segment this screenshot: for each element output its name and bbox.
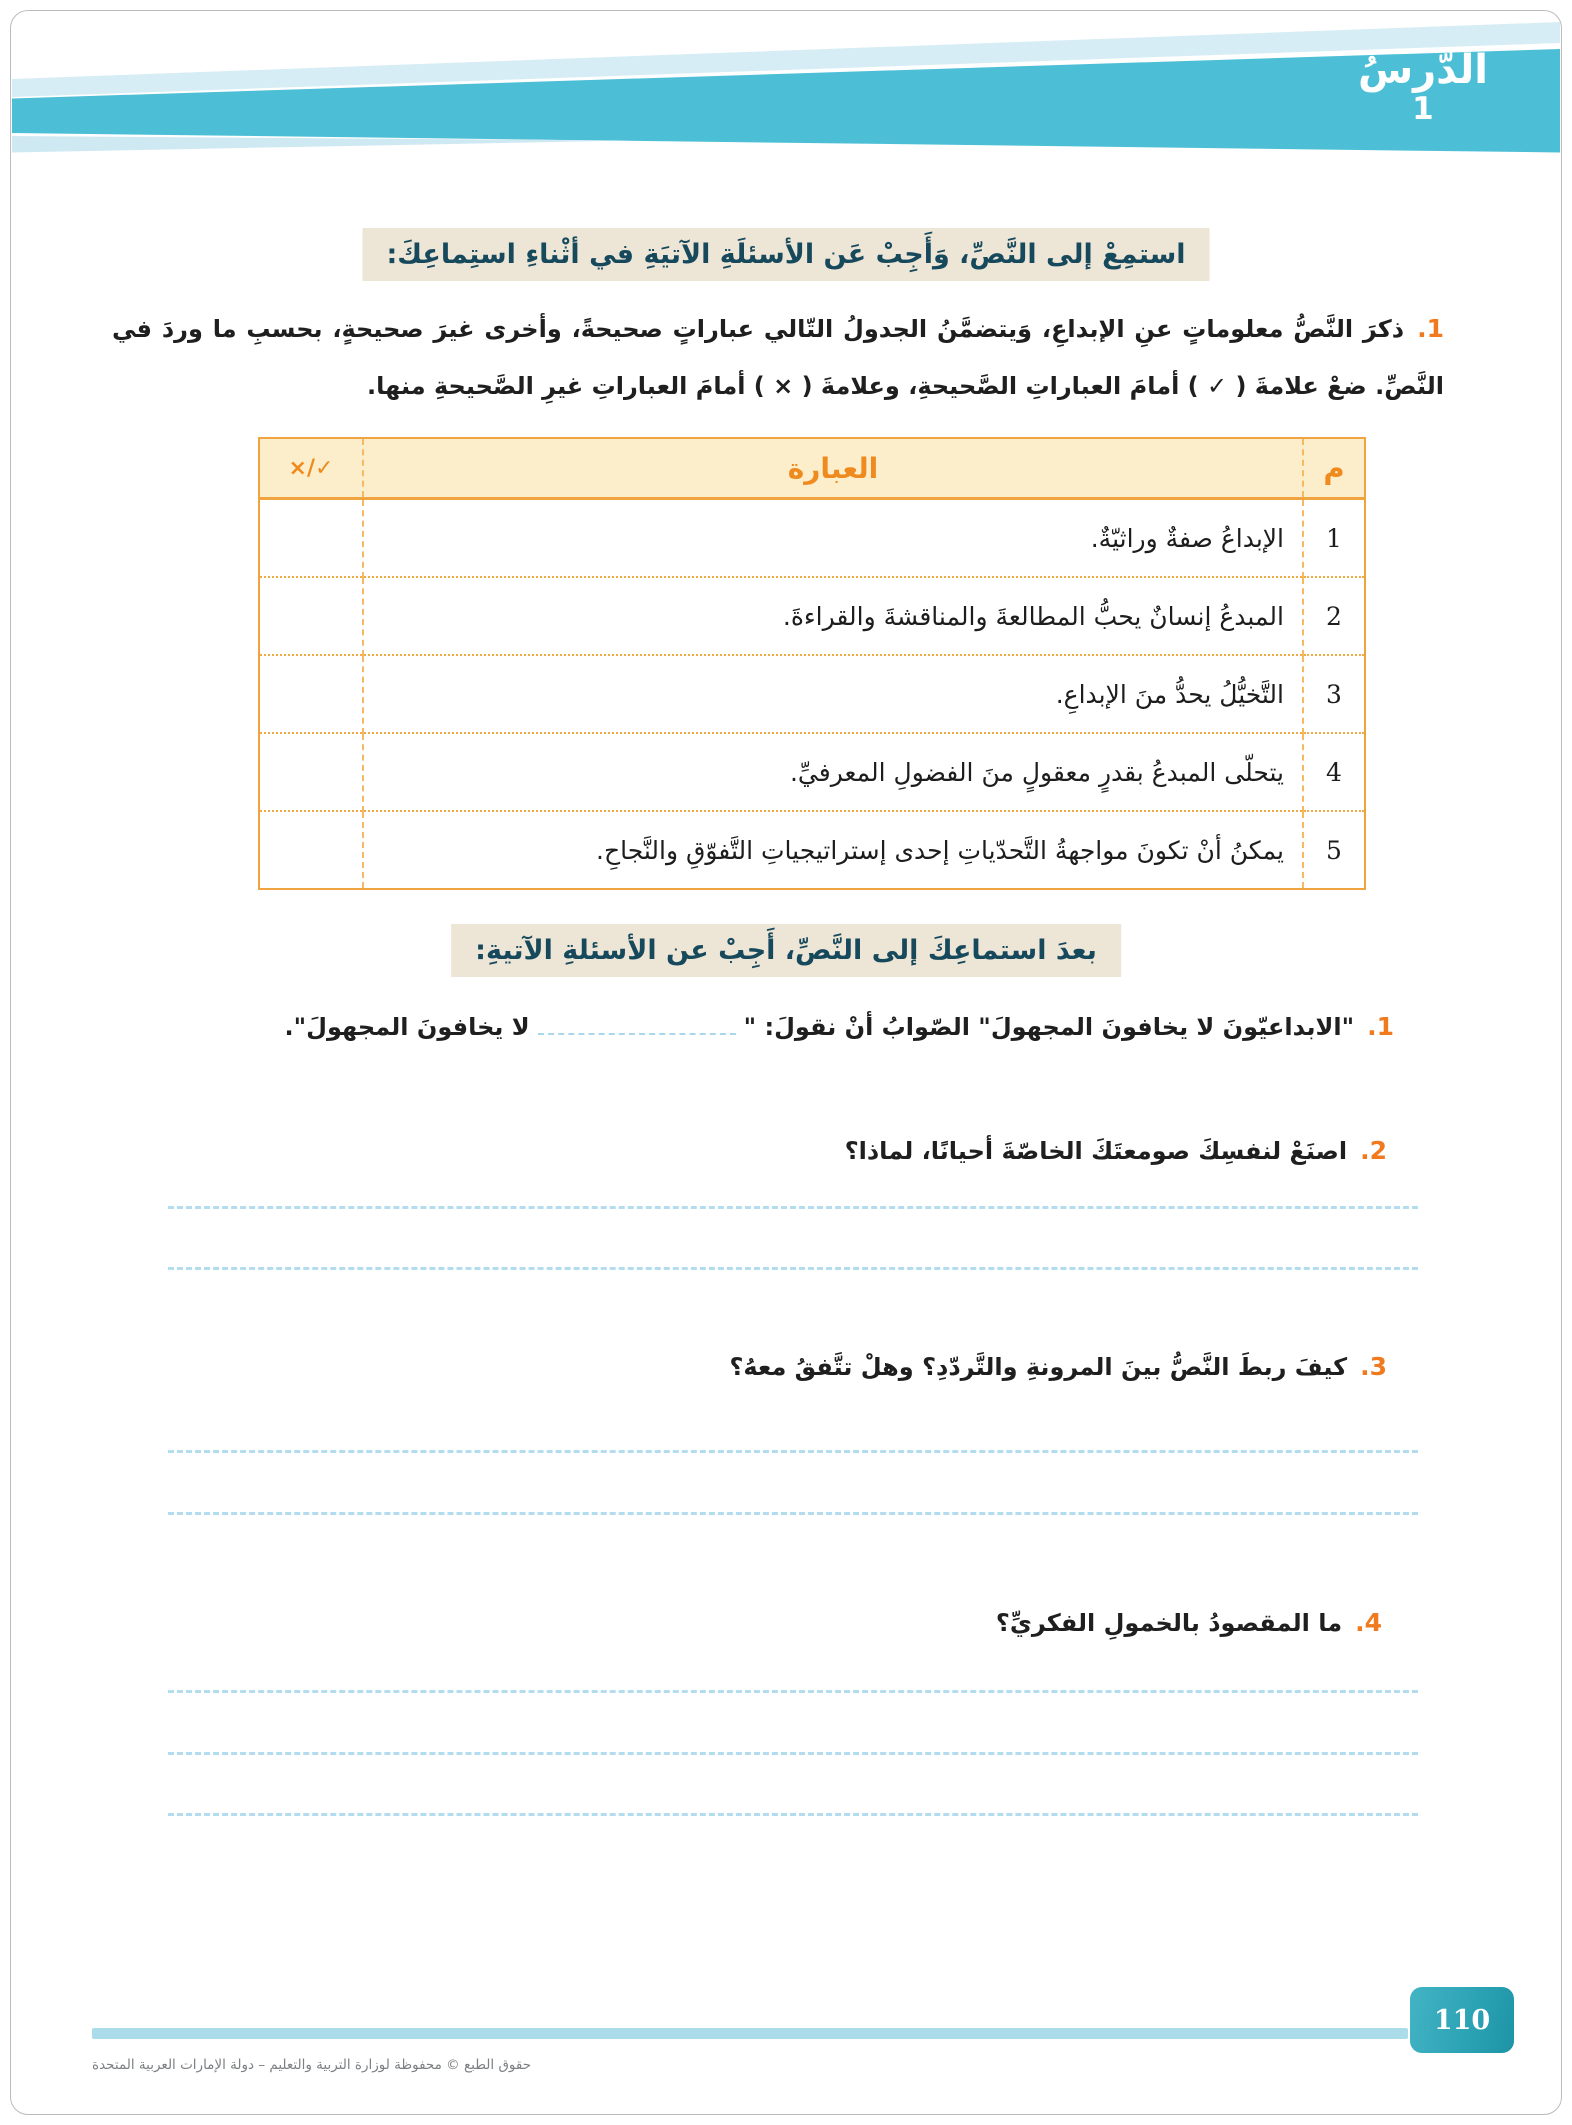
lesson-label <box>1358 49 1488 128</box>
page-number-badge: 110 <box>1410 1987 1514 2053</box>
statements-table-header <box>259 438 1365 499</box>
lesson-number: 1 <box>1412 91 1434 127</box>
row-number: 5 <box>1303 811 1365 889</box>
row-statement: التَّخيُّلُ يحدُّ منَ الإبداعِ. <box>363 655 1303 733</box>
after-question-3-text: كيفَ ربطَ النَّصُّ بينَ المرونةِ والتَّردّدِ؟ وهلْ تتَّفقُ معهُ؟ <box>729 1353 1348 1381</box>
after-question-4-number: 4. <box>1355 1608 1382 1637</box>
answer-line <box>168 1450 1418 1453</box>
answer-line <box>168 1206 1418 1209</box>
section-heading-while-listening: استمِعْ إلى النَّصِّ، وَأَجِبْ عَن الأسئلَةِ الآتيَةِ في أثْناءِ استِماعِكَ: <box>362 228 1209 281</box>
after-question-4 <box>996 1608 1382 1637</box>
answer-line <box>168 1512 1418 1515</box>
row-statement: الإبداعُ صفةٌ وراثيّةٌ. <box>363 499 1303 578</box>
row-statement: يتحلّى المبدعُ بقدرٍ معقولٍ منَ الفضولِ المعرفيِّ. <box>363 733 1303 811</box>
header-statement-column: العبارة <box>363 438 1303 499</box>
table-row <box>259 577 1365 655</box>
after-question-4-text: ما المقصودُ بالخمولِ الفكريِّ؟ <box>995 1609 1343 1637</box>
section-heading-after-listening: بعدَ استماعِكَ إلى النَّصِّ، أَجِبْ عن الأسئلةِ الآتيةِ: <box>451 924 1121 977</box>
answer-line <box>168 1752 1418 1755</box>
header-mark-column: ×/✓ <box>259 438 363 499</box>
after-question-1-text-after: لا يخافونَ المجهولَ". <box>284 1013 530 1041</box>
lesson-word: الدّرسُ <box>1357 47 1488 93</box>
row-number: 2 <box>1303 577 1365 655</box>
after-question-2 <box>845 1136 1387 1165</box>
row-statement: يمكنُ أنْ تكونَ مواجهةُ التَّحدّياتِ إحدى إستراتيجياتِ التَّفوّقِ والنَّجاحِ. <box>363 811 1303 889</box>
after-question-3-number: 3. <box>1360 1352 1387 1381</box>
fill-in-blank <box>538 1033 736 1035</box>
question-intro <box>112 300 1444 415</box>
lesson-banner <box>12 13 1560 163</box>
after-question-1-number: 1. <box>1367 1012 1394 1041</box>
row-mark-cell <box>259 499 363 578</box>
row-mark-cell <box>259 733 363 811</box>
row-mark-cell <box>259 811 363 889</box>
row-mark-cell <box>259 577 363 655</box>
answer-line <box>168 1813 1418 1816</box>
answer-line <box>168 1690 1418 1693</box>
after-question-1-text-before: "الابداعيّونَ لا يخافونَ المجهولَ" الصّوابُ أنْ نقولَ: " <box>743 1013 1355 1041</box>
statements-table <box>258 437 1366 890</box>
header-number-column: م <box>1303 438 1365 499</box>
table-row <box>259 733 1365 811</box>
table-row <box>259 655 1365 733</box>
row-number: 3 <box>1303 655 1365 733</box>
row-mark-cell <box>259 655 363 733</box>
question-intro-text: ذكرَ النَّصُّ معلوماتٍ عنِ الإبداعِ، وَيتضمَّنُ الجدولُ التّالي عباراتٍ صحيحةً، وأخرى غيرَ صحيحةٍ، بحسبِ ما وردَ في النَّصِّ. ضعْ علامةَ ( ✓ ) أمامَ العباراتِ الصَّحيحةِ، وعلامةَ ( × ) أمامَ العباراتِ غيرِ الصَّحيحةِ منها. <box>112 315 1444 400</box>
row-number: 4 <box>1303 733 1365 811</box>
table-row <box>259 811 1365 889</box>
after-question-2-number: 2. <box>1360 1136 1387 1165</box>
after-question-2-text: اصنَعْ لنفسِكَ صومعتَكَ الخاصّةَ أحيانًا، لماذا؟ <box>844 1137 1348 1165</box>
footer-bar <box>92 2028 1408 2039</box>
after-question-1 <box>285 1012 1394 1041</box>
question-intro-number: 1. <box>1417 314 1444 343</box>
row-statement: المبدعُ إنسانٌ يحبُّ المطالعةَ والمناقشةَ والقراءةَ. <box>363 577 1303 655</box>
answer-line <box>168 1267 1418 1270</box>
row-number: 1 <box>1303 499 1365 578</box>
after-question-3 <box>729 1352 1387 1381</box>
copyright-text: حقوق الطبع © محفوظة لوزارة التربية والتعليم – دولة الإمارات العربية المتحدة <box>92 2057 532 2073</box>
table-row <box>259 499 1365 578</box>
